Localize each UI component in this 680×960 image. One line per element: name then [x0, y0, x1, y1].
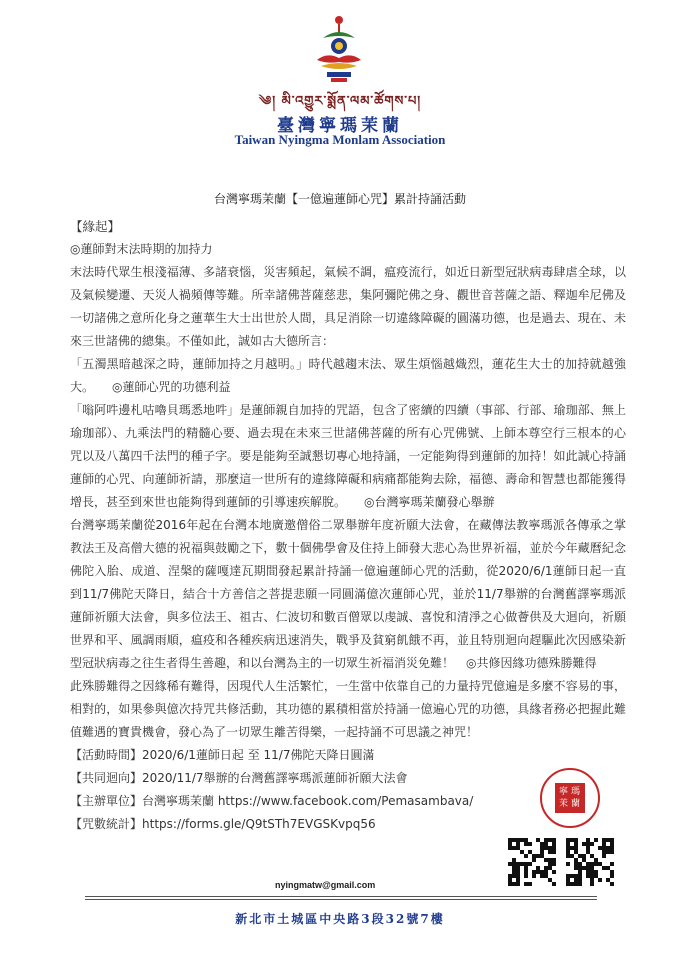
divider — [85, 899, 597, 900]
org-seal-logo — [540, 768, 600, 828]
info-label: 【主辦單位】 — [70, 794, 143, 808]
qr-module — [598, 878, 602, 882]
qr-module — [528, 862, 532, 866]
qr-module — [552, 882, 556, 886]
qr-module — [532, 874, 536, 878]
qr-module — [610, 862, 614, 866]
qr-module — [524, 854, 528, 858]
qr-module — [590, 882, 594, 886]
seal-char: 寧 — [559, 787, 569, 797]
qr-module — [552, 850, 556, 854]
paragraph-3: 「嗡阿吽邊札咕嚕貝瑪悉地吽」是蓮師親自加持的咒語，包含了密續的四續（事部、行部、瑜珈部、無上瑜珈部）、九乘法門的精髓心要、過去現在未來三世諸佛菩薩的所有心咒佛號、上師本尊空行三根本的心咒以及八萬四千法門的種子字。要是能夠至誠懇切專心地持誦，一定能夠得到蓮師的加持！如此誠心持誦蓮師的心咒、向蓮師祈請，那麼這一世所有的違緣障礙和病痛都能夠去除，福德、壽命和智慧也都能獲得增長，甚至到來世也能夠得到蓮師的引導速疾解脫。 ◎台灣寧瑪茉蘭發心舉辦 — [70, 403, 626, 509]
qr-code-facebook[interactable] — [508, 838, 556, 886]
paragraph-5: 此殊勝難得之因緣稀有難得，因現代人生活繁忙，一生當中依靠自己的力量持咒億遍是多麼不容易的事，相對的，如果參與億次持咒共修活動，其功德的累積相當於持誦一億遍心咒的功德，具緣者務必把握此難值難遇的寶貴機會，發心為了一切眾生離苦得樂，一起持誦不可思議之神咒！ — [70, 679, 626, 739]
qr-module — [528, 842, 532, 846]
info-label: 【咒數統計】 — [70, 817, 143, 831]
info-activity-time — [70, 744, 626, 767]
section-origin: 【緣起】 — [70, 219, 121, 234]
info-label: 【共同迴向】 — [70, 771, 143, 785]
info-value: 2020/6/1蓮師日起 至 11/7佛陀天降日圓滿 — [142, 748, 375, 762]
info-value[interactable]: 台灣寧瑪茉蘭 https://www.facebook.com/Pemasambava/ — [142, 794, 474, 808]
qr-module — [552, 862, 556, 866]
english-org-name: Taiwan Nyingma Monlam Association — [234, 132, 446, 147]
qr-module — [528, 882, 532, 886]
paragraph-2: 「五濁黑暗越深之時，蓮師加持之月越明。」時代越趨末法、眾生煩惱越熾烈，蓮花生大士的加持就越強大。 ◎蓮師心咒的功德利益 — [70, 357, 626, 394]
qr-module — [602, 854, 606, 858]
qr-module — [610, 874, 614, 878]
info-label: 【活動時間】 — [70, 748, 143, 762]
qr-module — [516, 882, 520, 886]
seal-char: 瑪 — [571, 787, 581, 797]
tibetan-org-name: ༄། མི་འགྱུར་སྨོན་ལམ་ཚོགས་པ། — [258, 94, 422, 109]
section-blessing-heading: ◎蓮師對末法時期的加持力 — [70, 242, 213, 256]
contact-email: nyingmatw@gmail.com — [275, 880, 376, 890]
qr-module — [524, 874, 528, 878]
info-value: 2020/11/7舉辦的台灣舊譯寧瑪派蓮師祈願大法會 — [142, 771, 408, 785]
qr-module — [594, 838, 598, 842]
chinese-org-name: 臺灣寧瑪茉蘭 — [277, 116, 403, 136]
qr-module — [610, 850, 614, 854]
qr-module — [610, 882, 614, 886]
paragraph-1: 末法時代眾生根淺福薄、多諸衰惱，災害頻起，氣候不調，瘟疫流行，如近日新型冠狀病毒肆虐全球，以及氣候變遷、天災人禍頻傳等難。所幸諸佛菩薩慈悲，集阿彌陀佛之身、觀世音菩薩之語、釋迦牟尼佛及一切諸佛之意所化身之蓮華生大士出世於人間，具足消除一切違緣障礙的圓滿功德，也是過去、現在、未來三世諸佛的總集。不僅如此，誠如古大德所言： — [70, 265, 626, 348]
info-count-form — [70, 813, 626, 836]
info-value[interactable]: https://forms.gle/Q9tSTh7EVGSKvpq56 — [142, 817, 376, 831]
qr-module — [532, 858, 536, 862]
qr-module — [590, 842, 594, 846]
qr-module — [578, 882, 582, 886]
paragraph-4: 台灣寧瑪茉蘭從2016年起在台灣本地廣邀僧俗二眾舉辦年度祈願大法會，在藏傳法教寧瑪派各傳承之掌教法王及高僧大德的祝福與鼓勵之下，數十個佛學會及住持上師發大悲心為世界祈福，並於今年藏曆紀念佛陀入胎、成道、涅槃的薩嘎達瓦期間發起累計持誦一億遍蓮師心咒的活動，從2020/6/1蓮師日起一直到11/7佛陀天降日，結合十方善信之菩提悲願一同圓滿億次蓮師心咒，並於11/7舉辦的台灣舊譯寧瑪派蓮師祈願大法會，與多位法王、祖古、仁波切和數百僧眾以虔誠、喜悅和清淨之心做薈供及大迴向，祈願世界和平、風調雨順，瘟疫和各種疾病迅速消失，戰爭及貧窮飢餓不再，並且特別迴向趕驅此次因感染新型冠狀病毒之往生者得生善趣，和以台灣為主的一切眾生祈福消災免難！ ◎共修因緣功德殊勝難得 — [70, 518, 626, 670]
seal-char: 蘭 — [571, 799, 581, 809]
lotus-emblem-logo — [309, 8, 369, 88]
address: 新北市土城區中央路3段32號7樓 — [235, 912, 445, 926]
qr-module — [566, 862, 570, 866]
qr-code-form[interactable] — [566, 838, 614, 886]
seal-char: 茉 — [559, 799, 569, 809]
document-title: 台灣寧瑪茉蘭【一億遍蓮師心咒】累計持誦活動 — [213, 192, 466, 206]
document-body — [70, 215, 626, 836]
qr-module — [552, 870, 556, 874]
divider — [85, 896, 597, 897]
